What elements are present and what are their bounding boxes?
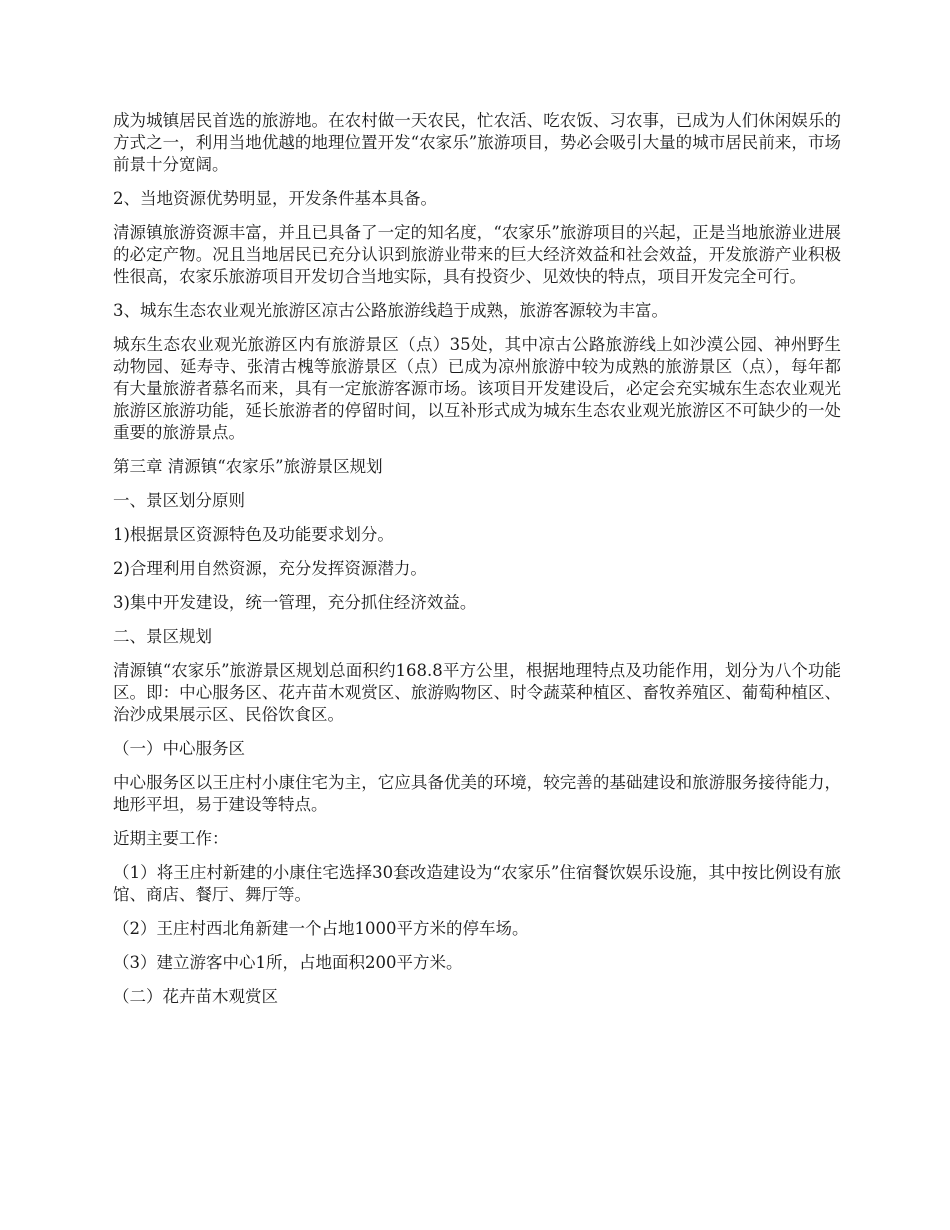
paragraph-resources: 清源镇旅游资源丰富，并且已具备了一定的知名度，“农家乐”旅游项目的兴起，正是当地旅游业进展的必定产物。况且当地居民已充分认识到旅游业带来的巨大经济效益和社会效益，开发旅游产业积极性很高，农家乐旅游项目开发切合当地实际，具有投资少、见效快的特点，项目开发完全可行。 — [113, 223, 841, 286]
document-page — [113, 110, 841, 1020]
work-item-2: （2）王庄村西北角新建一个占地1000平方米的停车场。 — [113, 919, 529, 938]
work-item-1: （1）将王庄村新建的小康住宅选择30套改造建设为“农家乐”住宿餐饮娱乐设施，其中按比例设有旅馆、商店、餐厅、舞厅等。 — [113, 863, 841, 904]
section-1-heading: 一、景区划分原则 — [113, 491, 245, 510]
principle-2: 2)合理利用自然资源，充分发挥资源潜力。 — [113, 559, 427, 578]
work-item-3: （3）建立游客中心1所，占地面积200平方米。 — [113, 953, 463, 972]
principle-1: 1)根据景区资源特色及功能要求划分。 — [113, 525, 394, 544]
subsection-2-heading: （二）花卉苗木观赏区 — [113, 987, 278, 1006]
paragraph-service-zone: 中心服务区以王庄村小康住宅为主，它应具备优美的环境，较完善的基础建设和旅游服务接待能力，地形平坦，易于建设等特点。 — [113, 773, 841, 814]
point-2-heading: 2、当地资源优势明显，开发条件基本具备。 — [113, 189, 437, 208]
section-2-heading: 二、景区规划 — [113, 627, 212, 646]
recent-work-heading: 近期主要工作： — [113, 829, 229, 848]
point-3-heading: 3、城东生态农业观光旅游区凉古公路旅游线趋于成熟，旅游客源较为丰富。 — [113, 301, 668, 320]
principle-3: 3)集中开发建设，统一管理，充分抓住经济效益。 — [113, 593, 477, 612]
chapter-3-title: 第三章 清源镇“农家乐”旅游景区规划 — [113, 457, 383, 476]
paragraph-zone-planning: 清源镇“农家乐”旅游景区规划总面积约168.8平方公里，根据地理特点及功能作用，划分为八个功能区。即：中心服务区、花卉苗木观赏区、旅游购物区、时令蔬菜种植区、畜牧养殖区、葡萄种植区、治沙成果展示区、民俗饮食区。 — [113, 661, 841, 724]
paragraph-tourist-sources: 城东生态农业观光旅游区内有旅游景区（点）35处，其中凉古公路旅游线上如沙漠公园、神州野生动物园、延寿寺、张清古槐等旅游景区（点）已成为凉州旅游中较为成熟的旅游景区（点），每年都有大量旅游者慕名而来，具有一定旅游客源市场。该项目开发建设后，必定会充实城东生态农业观光旅游区旅游功能，延长旅游者的停留时间，以互补形式成为城东生态农业观光旅游区不可缺少的一处重要的旅游景点。 — [113, 335, 841, 442]
subsection-1-heading: （一）中心服务区 — [113, 739, 245, 758]
paragraph-market-outlook: 成为城镇居民首选的旅游地。在农村做一天农民，忙农活、吃农饭、习农事，已成为人们休闲娱乐的方式之一，利用当地优越的地理位置开发“农家乐”旅游项目，势必会吸引大量的城市居民前来，市场前景十分宽阔。 — [113, 111, 841, 174]
